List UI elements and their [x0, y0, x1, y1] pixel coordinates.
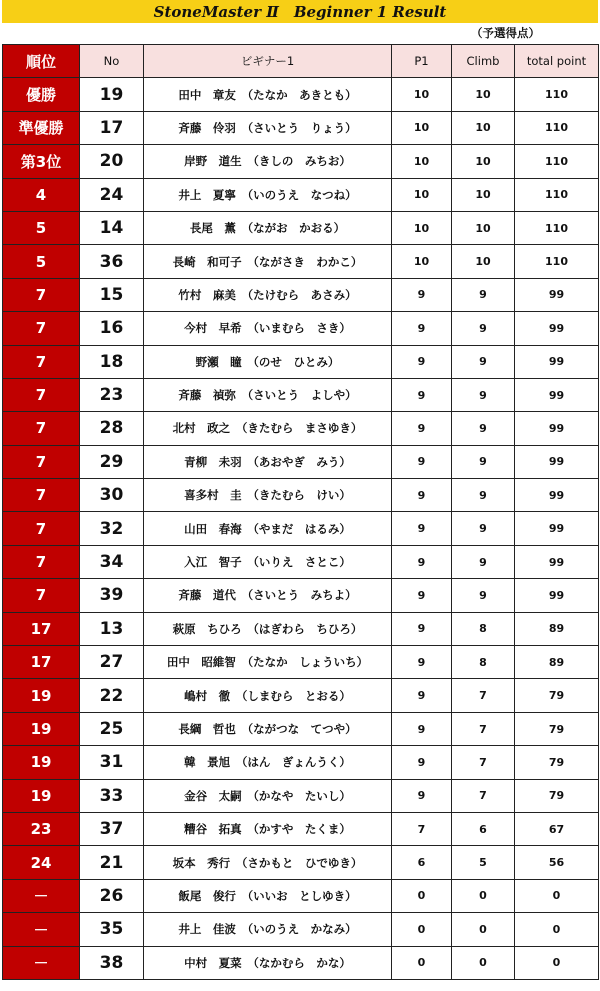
p1-cell: 9 [392, 345, 452, 378]
table-row [3, 111, 599, 144]
climb-cell: 9 [452, 312, 515, 345]
total-cell: 0 [515, 913, 599, 946]
total-cell: 99 [515, 378, 599, 411]
name-cell: 金谷 太嗣 （かなや たいし） [144, 779, 392, 812]
climb-cell: 10 [452, 211, 515, 244]
rank-cell: 19 [3, 779, 80, 812]
rank-cell: 19 [3, 746, 80, 779]
table-row [3, 946, 599, 979]
climb-cell: 8 [452, 646, 515, 679]
rank-cell: 7 [3, 445, 80, 478]
name-cell: 中村 夏菜 （なかむら かな） [144, 946, 392, 979]
no-cell: 34 [80, 545, 144, 578]
table-row [3, 712, 599, 745]
table-row [3, 679, 599, 712]
rank-cell: 7 [3, 312, 80, 345]
climb-cell: 9 [452, 545, 515, 578]
p1-cell: 9 [392, 312, 452, 345]
table-row [3, 178, 599, 211]
name-cell: 長綱 哲也 （ながつな てつや） [144, 712, 392, 745]
table-row [3, 378, 599, 411]
climb-cell: 0 [452, 946, 515, 979]
climb-header: Climb [452, 45, 515, 78]
table-row [3, 512, 599, 545]
name-cell: 北村 政之 （きたむら まさゆき） [144, 412, 392, 445]
total-cell: 110 [515, 211, 599, 244]
climb-cell: 10 [452, 178, 515, 211]
no-cell: 14 [80, 211, 144, 244]
no-cell: 13 [80, 612, 144, 645]
table-row [3, 78, 599, 111]
p1-cell: 10 [392, 245, 452, 278]
name-cell: 長尾 薫 （ながお かおる） [144, 211, 392, 244]
name-cell: 斉藤 伶羽 （さいとう りょう） [144, 111, 392, 144]
p1-cell: 9 [392, 779, 452, 812]
no-cell: 19 [80, 78, 144, 111]
climb-cell: 0 [452, 879, 515, 912]
total-cell: 99 [515, 579, 599, 612]
total-cell: 99 [515, 278, 599, 311]
name-cell: 飯尾 俊行 （いいお としゆき） [144, 879, 392, 912]
total-cell: 110 [515, 145, 599, 178]
rank-cell: 17 [3, 646, 80, 679]
table-row [3, 646, 599, 679]
climb-cell: 10 [452, 111, 515, 144]
no-cell: 27 [80, 646, 144, 679]
name-cell: 長崎 和可子 （ながさき わかこ） [144, 245, 392, 278]
table-row [3, 412, 599, 445]
name-cell: 入江 智子 （いりえ さとこ） [144, 545, 392, 578]
no-cell: 16 [80, 312, 144, 345]
total-cell: 67 [515, 812, 599, 845]
total-cell: 110 [515, 178, 599, 211]
p1-cell: 10 [392, 78, 452, 111]
climb-cell: 9 [452, 479, 515, 512]
p1-cell: 9 [392, 646, 452, 679]
climb-cell: 5 [452, 846, 515, 879]
name-cell: 山田 春海 （やまだ はるみ） [144, 512, 392, 545]
rank-cell: 19 [3, 712, 80, 745]
name-cell: 田中 章友 （たなか あきとも） [144, 78, 392, 111]
rank-cell: 優勝 [3, 78, 80, 111]
total-cell: 99 [515, 545, 599, 578]
total-cell: 0 [515, 879, 599, 912]
table-row [3, 579, 599, 612]
no-cell: 36 [80, 245, 144, 278]
p1-cell: 10 [392, 211, 452, 244]
no-cell: 26 [80, 879, 144, 912]
total-cell: 79 [515, 679, 599, 712]
climb-cell: 7 [452, 679, 515, 712]
p1-cell: 9 [392, 445, 452, 478]
results-table [2, 44, 599, 980]
p1-cell: 9 [392, 579, 452, 612]
p1-cell: 9 [392, 378, 452, 411]
rank-cell: 7 [3, 412, 80, 445]
p1-cell: 9 [392, 612, 452, 645]
table-row [3, 145, 599, 178]
name-cell: 斉藤 道代 （さいとう みちよ） [144, 579, 392, 612]
p1-cell: 9 [392, 545, 452, 578]
table-row [3, 245, 599, 278]
climb-cell: 6 [452, 812, 515, 845]
total-cell: 79 [515, 712, 599, 745]
name-cell: 井上 夏寧 （いのうえ なつね） [144, 178, 392, 211]
p1-cell: 7 [392, 812, 452, 845]
p1-cell: 10 [392, 178, 452, 211]
name-cell: 竹村 麻美 （たけむら あさみ） [144, 278, 392, 311]
climb-cell: 10 [452, 78, 515, 111]
table-row [3, 779, 599, 812]
total-cell: 99 [515, 312, 599, 345]
total-cell: 79 [515, 746, 599, 779]
p1-cell: 9 [392, 712, 452, 745]
name-cell: 井上 佳波 （いのうえ かなみ） [144, 913, 392, 946]
table-row [3, 211, 599, 244]
total-cell: 99 [515, 512, 599, 545]
name-cell: 嶋村 徹 （しまむら とおる） [144, 679, 392, 712]
rank-cell: 7 [3, 579, 80, 612]
table-row [3, 846, 599, 879]
table-row [3, 479, 599, 512]
rank-cell: 4 [3, 178, 80, 211]
no-cell: 20 [80, 145, 144, 178]
rank-cell: 7 [3, 345, 80, 378]
no-header: No [80, 45, 144, 78]
table-row [3, 345, 599, 378]
p1-cell: 0 [392, 879, 452, 912]
rank-cell: 準優勝 [3, 111, 80, 144]
table-row [3, 312, 599, 345]
total-header: total point [515, 45, 599, 78]
rank-cell: 19 [3, 679, 80, 712]
name-cell: 野瀬 瞳 （のせ ひとみ） [144, 345, 392, 378]
rank-cell: 7 [3, 479, 80, 512]
no-cell: 31 [80, 746, 144, 779]
total-cell: 110 [515, 111, 599, 144]
p1-cell: 9 [392, 679, 452, 712]
p1-cell: 9 [392, 412, 452, 445]
rank-cell: 7 [3, 545, 80, 578]
climb-cell: 8 [452, 612, 515, 645]
rank-cell: 5 [3, 245, 80, 278]
p1-cell: 0 [392, 946, 452, 979]
table-row [3, 545, 599, 578]
rank-cell: － [3, 879, 80, 912]
p1-cell: 9 [392, 746, 452, 779]
climb-cell: 9 [452, 278, 515, 311]
no-cell: 24 [80, 178, 144, 211]
rank-cell: 5 [3, 211, 80, 244]
no-cell: 28 [80, 412, 144, 445]
no-cell: 21 [80, 846, 144, 879]
no-cell: 38 [80, 946, 144, 979]
total-cell: 0 [515, 946, 599, 979]
no-cell: 37 [80, 812, 144, 845]
table-row [3, 278, 599, 311]
rank-cell: 7 [3, 512, 80, 545]
no-cell: 35 [80, 913, 144, 946]
table-row [3, 879, 599, 912]
total-cell: 99 [515, 412, 599, 445]
page-title: StoneMaster Ⅱ Beginner 1 Result [2, 0, 598, 23]
climb-cell: 9 [452, 345, 515, 378]
total-cell: 89 [515, 612, 599, 645]
p1-cell: 0 [392, 913, 452, 946]
name-cell: 喜多村 圭 （きたむら けい） [144, 479, 392, 512]
climb-cell: 9 [452, 412, 515, 445]
table-row [3, 445, 599, 478]
category-header: ビギナー1 [144, 45, 392, 78]
page-subtitle: （予選得点） [471, 26, 540, 40]
climb-cell: 9 [452, 579, 515, 612]
no-cell: 23 [80, 378, 144, 411]
p1-cell: 10 [392, 145, 452, 178]
total-cell: 99 [515, 445, 599, 478]
no-cell: 15 [80, 278, 144, 311]
total-cell: 79 [515, 779, 599, 812]
no-cell: 39 [80, 579, 144, 612]
name-cell: 萩原 ちひろ （はぎわら ちひろ） [144, 612, 392, 645]
rank-cell: － [3, 946, 80, 979]
climb-cell: 9 [452, 512, 515, 545]
rank-cell: 第3位 [3, 145, 80, 178]
name-cell: 坂本 秀行 （さかもと ひでゆき） [144, 846, 392, 879]
total-cell: 110 [515, 78, 599, 111]
table-row [3, 812, 599, 845]
no-cell: 29 [80, 445, 144, 478]
rank-cell: 17 [3, 612, 80, 645]
no-cell: 22 [80, 679, 144, 712]
rank-cell: 24 [3, 846, 80, 879]
name-cell: 韓 景旭 （はん ぎょんうく） [144, 746, 392, 779]
total-cell: 99 [515, 345, 599, 378]
climb-cell: 9 [452, 445, 515, 478]
name-cell: 糟谷 拓真 （かすや たくま） [144, 812, 392, 845]
name-cell: 岸野 道生 （きしの みちお） [144, 145, 392, 178]
p1-cell: 9 [392, 512, 452, 545]
rank-cell: 7 [3, 378, 80, 411]
p1-header: P1 [392, 45, 452, 78]
no-cell: 30 [80, 479, 144, 512]
name-cell: 田中 昭維智 （たなか しょういち） [144, 646, 392, 679]
total-cell: 89 [515, 646, 599, 679]
climb-cell: 7 [452, 779, 515, 812]
no-cell: 33 [80, 779, 144, 812]
name-cell: 今村 早希 （いまむら さき） [144, 312, 392, 345]
no-cell: 32 [80, 512, 144, 545]
table-row [3, 612, 599, 645]
p1-cell: 9 [392, 278, 452, 311]
rank-cell: － [3, 913, 80, 946]
rank-cell: 23 [3, 812, 80, 845]
rank-header: 順位 [3, 45, 80, 78]
name-cell: 斉藤 禎弥 （さいとう よしや） [144, 378, 392, 411]
p1-cell: 6 [392, 846, 452, 879]
climb-cell: 10 [452, 245, 515, 278]
total-cell: 110 [515, 245, 599, 278]
table-row [3, 913, 599, 946]
p1-cell: 10 [392, 111, 452, 144]
p1-cell: 9 [392, 479, 452, 512]
climb-cell: 0 [452, 913, 515, 946]
table-row [3, 746, 599, 779]
total-cell: 56 [515, 846, 599, 879]
climb-cell: 9 [452, 378, 515, 411]
no-cell: 18 [80, 345, 144, 378]
climb-cell: 7 [452, 712, 515, 745]
name-cell: 青柳 未羽 （あおやぎ みう） [144, 445, 392, 478]
no-cell: 17 [80, 111, 144, 144]
rank-cell: 7 [3, 278, 80, 311]
climb-cell: 10 [452, 145, 515, 178]
header-row [3, 45, 599, 78]
no-cell: 25 [80, 712, 144, 745]
climb-cell: 7 [452, 746, 515, 779]
total-cell: 99 [515, 479, 599, 512]
